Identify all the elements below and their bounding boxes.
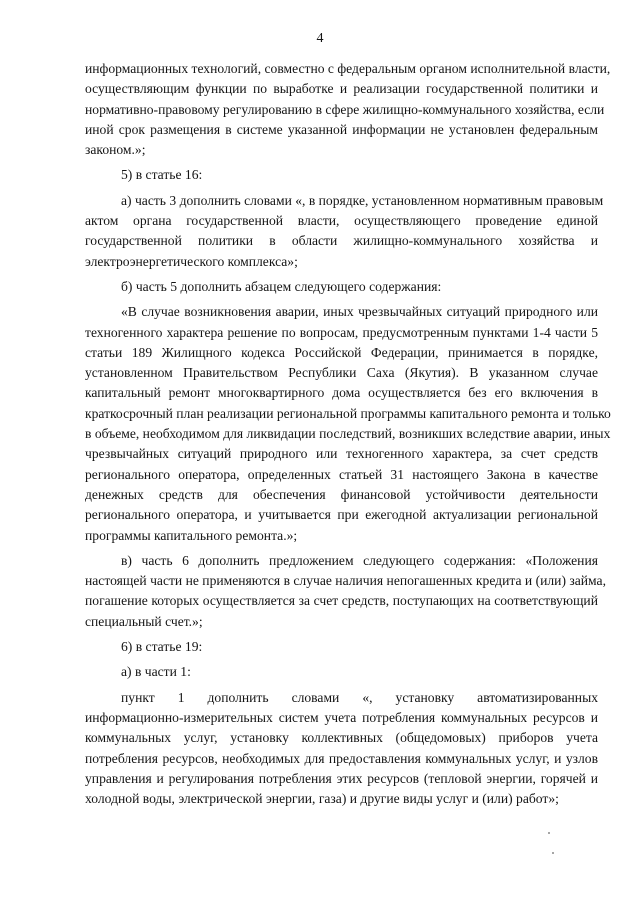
- text-line: осуществляющим функции по выработке и реализации государственной политики и: [85, 81, 598, 97]
- text-line: в объеме, необходимом для ликвидации последствий, возникших вследствие аварии, иных: [85, 426, 611, 442]
- text-line: а) в части 1:: [121, 664, 191, 680]
- text-line: управления и регулирования потребления этих ресурсов (тепловой энергии, горячей и: [85, 770, 598, 786]
- text-line: специальный счет.»;: [85, 613, 203, 629]
- text-line: в) часть 6 дополнить предложением следующего содержания: «Положения: [121, 552, 598, 568]
- paragraph-item-5: [85, 165, 598, 185]
- text-line: б) часть 5 дополнить абзацем следующего содержания:: [121, 278, 442, 294]
- text-line: программы капитального ремонта.»;: [85, 527, 298, 543]
- text-line: настоящей части не применяются в случае наличия непогашенных кредита и (или) займа,: [85, 573, 606, 589]
- text-line: установленном Правительством Республики Саха (Якутия). В указанном случае: [85, 365, 598, 381]
- text-line: а) часть 3 дополнить словами «, в порядке, установленном нормативным правовым: [121, 192, 604, 208]
- text-line: пункт 1 дополнить словами «, установку автоматизированных: [121, 689, 598, 705]
- text-line: «В случае возникновения аварии, иных чрезвычайных ситуаций природного или: [121, 304, 598, 320]
- text-line: 5) в статье 16:: [121, 167, 203, 183]
- text-line: техногенного характера решение по вопросам, предусмотренным пунктами 1-4 части 5: [85, 324, 598, 340]
- text-line: краткосрочный план реализации региональной программы капитального ремонта и только: [85, 405, 611, 421]
- text-line: регионального оператора, и учитывается при ежегодной актуализации региональной: [85, 507, 598, 523]
- text-line: статьи 189 Жилищного кодекса Российской Федерации, принимается в порядке,: [85, 344, 598, 360]
- text-line: законом.»;: [85, 142, 146, 158]
- scan-speck: [548, 832, 550, 834]
- text-line: актом органа государственной власти, осуществляющего проведение единой: [85, 213, 598, 229]
- text-line: нормативно-правовому регулированию в сфере жилищно-коммунального хозяйства, если: [85, 101, 605, 117]
- text-line: информационных технологий, совместно с федеральным органом исполнительной власти,: [85, 61, 611, 76]
- text-line: регионального оператора, определенных статьей 31 настоящего Закона в качестве: [85, 466, 598, 482]
- paragraph-continuation: [85, 59, 611, 160]
- paragraph-item-6: [85, 637, 598, 657]
- text-line: погашение которых осуществляется за счет средств, поступающих на соответствующий: [85, 593, 598, 609]
- text-line: потребления ресурсов, необходимых для предоставления коммунальных услуг, и узлов: [85, 750, 598, 766]
- text-line: капитальный ремонт многоквартирного дома осуществляется без его включения в: [85, 385, 598, 401]
- page-number: 4: [316, 31, 324, 46]
- text-line: иной срок размещения в системе указанной информации не установлен федеральным: [85, 121, 598, 137]
- paragraph-subitem-v: [85, 551, 606, 632]
- text-line: холодной воды, электрической энергии, газа) и другие виды услуг и (или) работ»;: [85, 791, 559, 807]
- paragraph-subitem-b: [85, 277, 598, 297]
- scan-speck: [552, 852, 554, 854]
- text-line: чрезвычайных ситуаций природного или техногенного характера, за счет средств: [85, 446, 598, 462]
- text-line: денежных средств для обеспечения финансовой устойчивости деятельности: [85, 486, 598, 502]
- text-line: коммунальных услуг, установку коллективных (общедомовых) приборов учета: [85, 730, 598, 746]
- document-body: [85, 59, 611, 809]
- text-line: информационно-измерительных систем учета потребления коммунальных ресурсов и: [85, 709, 598, 725]
- text-line: 6) в статье 19:: [121, 639, 203, 655]
- paragraph-subitem-a: [85, 191, 604, 272]
- paragraph-point-1: [85, 688, 598, 810]
- text-line: электроэнергетического комплекса»;: [85, 253, 298, 269]
- paragraph-subitem-a-part-1: [85, 662, 598, 682]
- paragraph-quoted-insertion: [85, 302, 611, 546]
- text-line: государственной политики в области жилищно-коммунального хозяйства и: [85, 233, 598, 249]
